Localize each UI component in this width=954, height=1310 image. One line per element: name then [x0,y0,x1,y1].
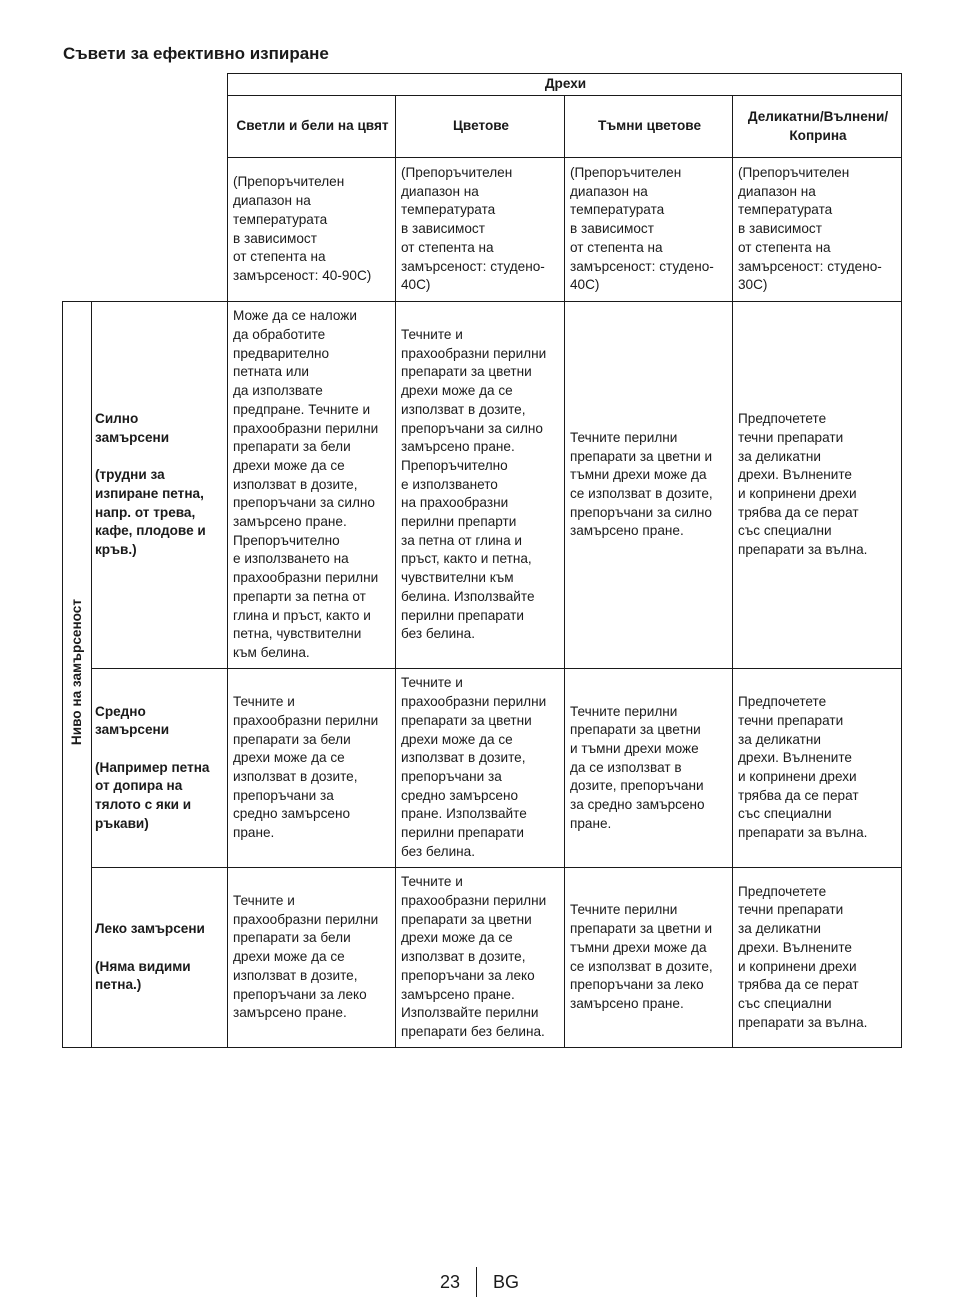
tip-cell: Течните перилни препарати за цветни и тъмни дрехи може да се използват в дозите, препоръчани за средно замърсено пране. [565,669,733,868]
tip-cell: Предпочетете течни препарати за деликатни дрехи. Вълнените и копринени дрехи трябва да се перат със специални препарати за вълна. [733,669,902,868]
medium-soil-row [63,669,902,868]
soil-level-side-label [63,302,92,1048]
tip-cell: Предпочетете течни препарати за деликатни дрехи. Вълнените и копринени дрехи трябва да се перат със специални препарати за вълна. [733,302,902,669]
washing-tips-table [62,73,902,1048]
temperature-cell: (Препоръчителен диапазон на температурата в зависимост от степента на замърсеност: 40-90C) [228,158,396,302]
temperature-cell: (Препоръчителен диапазон на температурата в зависимост от степента на замърсеност: студено- 40C) [396,158,565,302]
temperature-cell: (Препоръчителен диапазон на температурата в зависимост от степента на замърсеност: студено- 30C) [733,158,902,302]
temperature-cell: (Препоръчителен диапазон на температурата в зависимост от степента на замърсеност: студено- 40C) [565,158,733,302]
column-header-delicate-wool-silk: Деликатни/Вълнени/ Коприна [733,96,902,158]
column-header-light-white: Светли и бели на цвят [228,96,396,158]
page-title: Съвети за ефективно изпиране [63,44,329,63]
row-label-heavy: Силно замърсени (трудни за изпиране петна, напр. от трева, кафе, плодове и кръв.) [92,302,228,669]
soil-level-label-text: Ниво на замърсеност [68,598,84,745]
tip-cell: Течните перилни препарати за цветни и тъмни дрехи може да се използват в дозите, препоръчани за леко замърсено пране. [565,868,733,1048]
tip-cell: Течните и прахообразни перилни препарати за цветни дрехи може да се използват в дозите, препоръчани за силно замърсено пране. Препоръчително е използването на прахообразни перилни препарти за петна от глина и пръст, както и петна, чувствителни към белина. Използвайте перилни препарати без белина. [396,302,565,669]
clothes-group-header: Дрехи [228,74,902,96]
row-label-light: Леко замърсени (Няма видими петна.) [92,868,228,1048]
tip-cell: Течните и прахообразни перилни препарати за цветни дрехи може да се използват в дозите, препоръчани за средно замърсено пране. Използвайте перилни препарати без белина. [396,669,565,868]
column-header-colors: Цветове [396,96,565,158]
page-number: 23 [440,1272,461,1292]
tip-cell: Предпочетете течни препарати за деликатни дрехи. Вълнените и копринени дрехи трябва да се перат със специални препарати за вълна. [733,868,902,1048]
heavy-soil-row [63,302,902,669]
empty-corner-cell [63,74,228,302]
tip-cell: Течните и прахообразни перилни препарати за бели дрехи може да се използват в дозите, препоръчани за средно замърсено пране. [228,669,396,868]
tip-cell: Може да се наложи да обработите предварително петната или да използвате предпране. Течните и прахообразни перилни препарати за бели дрехи може да се използват в дозите, препоръчани за силно замърсено пране. Препоръчително е използването на прахообразни перилни препарти за петна от глина и пръст, както и петна, чувствителни към белина. [228,302,396,669]
footer-divider [476,1267,477,1297]
group-header-row [63,74,902,96]
language-code: BG [493,1272,520,1292]
tip-cell: Течните и прахообразни перилни препарати за бели дрехи може да се използват в дозите, препоръчани за леко замърсено пране. [228,868,396,1048]
row-label-medium: Средно замърсени (Например петна от допира на тялото с яки и ръкави) [92,669,228,868]
column-header-dark-colors: Тъмни цветове [565,96,733,158]
tip-cell: Течните перилни препарати за цветни и тъмни дрехи може да се използват в дозите, препоръчани за силно замърсено пране. [565,302,733,669]
tip-cell: Течните и прахообразни перилни препарати за цветни дрехи може да се използват в дозите, препоръчани за леко замърсено пране. Използвайте перилни препарати без белина. [396,868,565,1048]
light-soil-row [63,868,902,1048]
